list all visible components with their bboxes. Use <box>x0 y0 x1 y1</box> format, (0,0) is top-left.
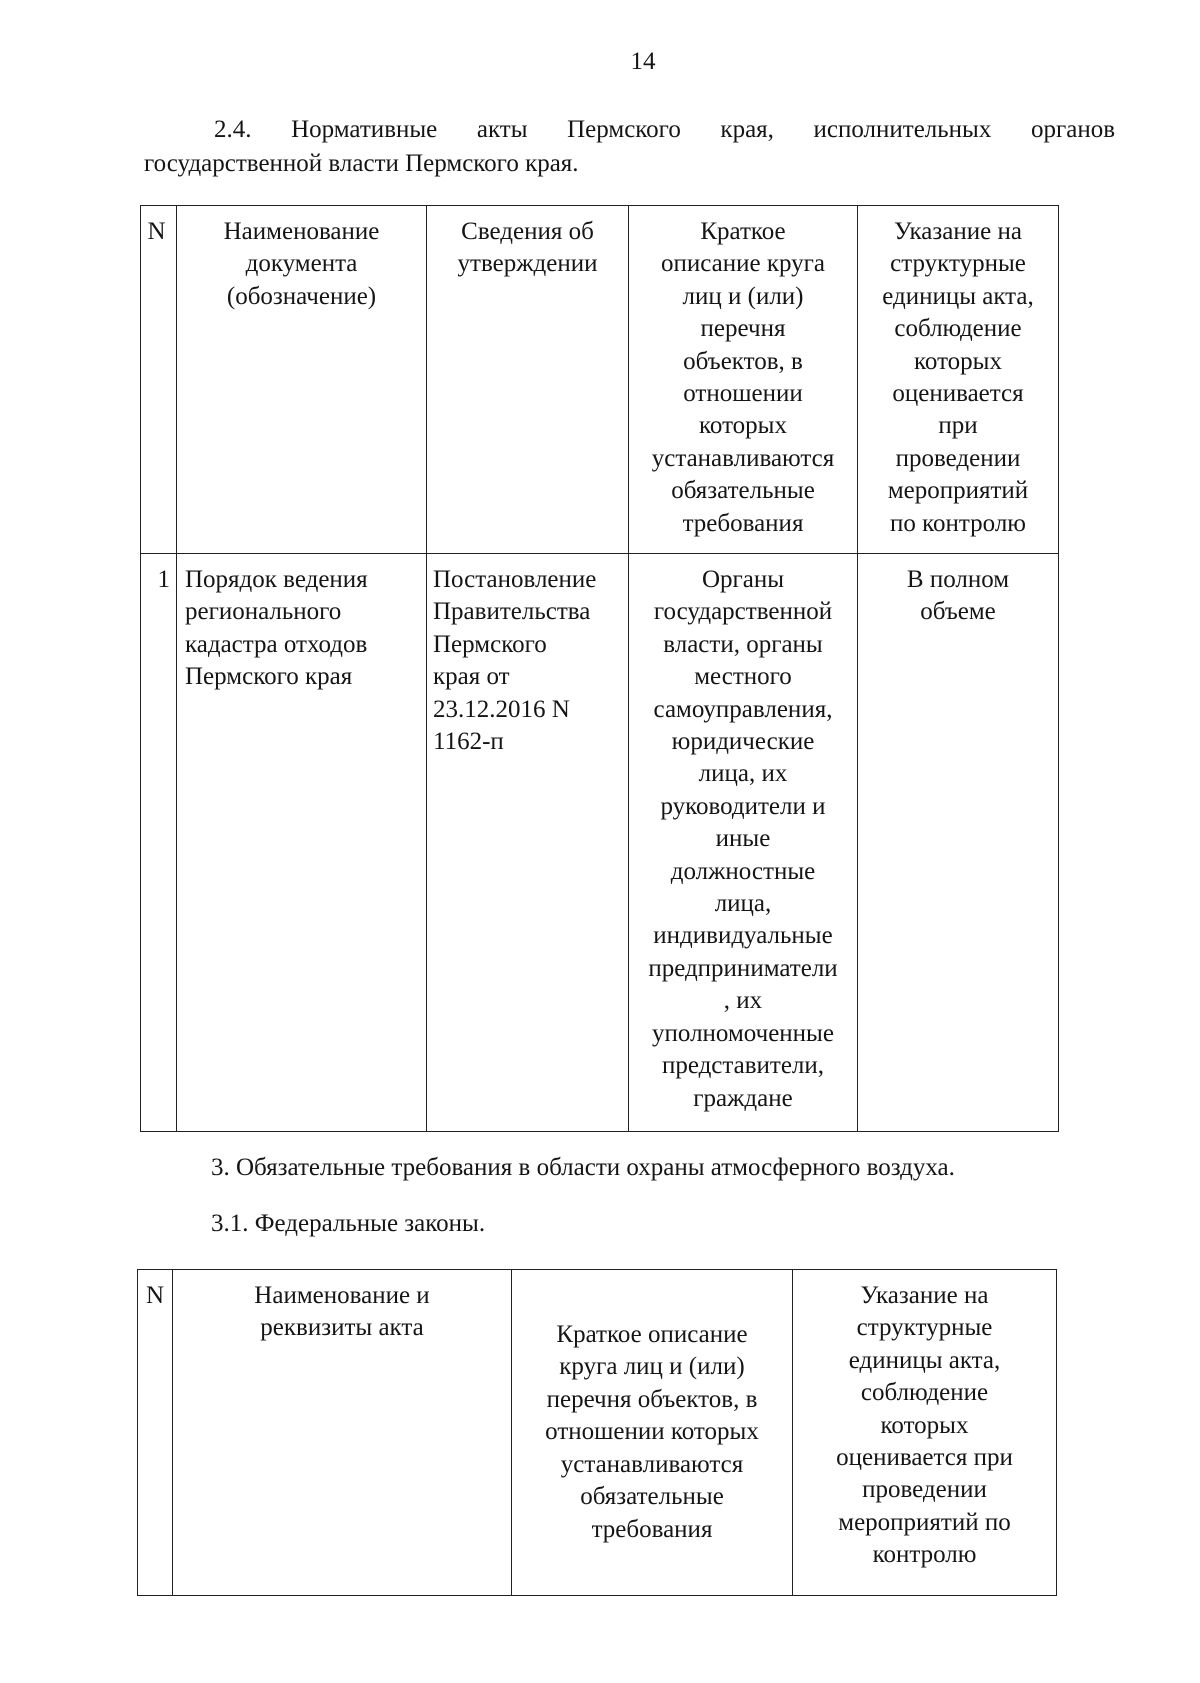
header-cell-description: Краткое описание круга лиц и (или) перечня объектов, в отношении которых устанавливаются обязательные требования <box>512 1270 793 1596</box>
section-2-4-heading <box>144 113 1115 181</box>
row-number: 1 <box>141 554 177 1132</box>
row-description: Органы государственной власти, органы местного самоуправления, юридические лица, их руководители и иные должностные лица, индивидуальные предприниматели , их уполномоченные представители, граждане <box>629 554 858 1132</box>
section-3-1-heading: 3.1. Федеральные законы. <box>211 1210 486 1237</box>
header-cell-units: Указание на структурные единицы акта, соблюдение которых оценивается при проведении мероприятий по контролю <box>858 206 1059 554</box>
federal-laws-table <box>137 1269 1057 1596</box>
table-header-row <box>138 1270 1057 1596</box>
header-cell-n: N <box>138 1270 173 1596</box>
header-cell-name: Наименование документа (обозначение) <box>177 206 427 554</box>
section-2-4-line-2: государственной власти Пермского края. <box>144 150 579 177</box>
row-document-name: Порядок ведения регионального кадастра отходов Пермского края <box>177 554 427 1132</box>
page-number: 14 <box>630 48 656 75</box>
section-2-4-line-1: 2.4. Нормативные акты Пермского края, исполнительных органов <box>214 116 1115 143</box>
header-cell-description: Краткое описание круга лиц и (или) перечня объектов, в отношении которых устанавливаются обязательные требования <box>629 206 858 554</box>
regional-acts-table <box>140 205 1059 1132</box>
section-3-heading: 3. Обязательные требования в области охраны атмосферного воздуха. <box>211 1154 955 1181</box>
row-approval: Постановление Правительства Пермского края от 23.12.2016 N 1162-п <box>427 554 629 1132</box>
table-row <box>141 554 1059 1132</box>
table-header-row <box>141 206 1059 554</box>
header-cell-approval: Сведения об утверждении <box>427 206 629 554</box>
row-units: В полном объеме <box>858 554 1059 1132</box>
header-cell-n: N <box>141 206 177 554</box>
header-cell-name-requisites: Наименование и реквизиты акта <box>173 1270 512 1596</box>
header-cell-units: Указание на структурные единицы акта, соблюдение которых оценивается при проведении мероприятий по контролю <box>793 1270 1057 1596</box>
